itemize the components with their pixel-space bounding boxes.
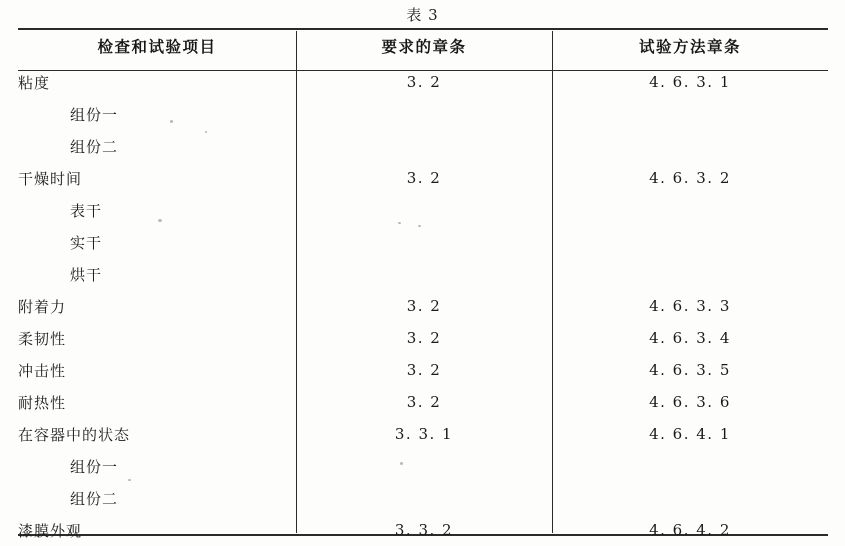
cell-test-method: [552, 258, 828, 290]
cell-test-method: [552, 482, 828, 514]
table-row: [18, 354, 828, 386]
cell-requirement: [296, 194, 552, 226]
cell-item: 附着力: [18, 297, 67, 316]
table-row: [18, 226, 828, 258]
specification-table: [18, 28, 828, 546]
cell-requirement: 3. 2: [406, 361, 442, 379]
cell-requirement: [296, 258, 552, 290]
cell-test-method: 4. 6. 3. 5: [649, 361, 731, 379]
cell-item: 耐热性: [18, 393, 67, 412]
cell-item: 组份二: [70, 489, 119, 508]
cell-item: 组份一: [70, 105, 119, 124]
cell-item: 组份二: [70, 137, 119, 156]
cell-test-method: [552, 194, 828, 226]
cell-requirement: [296, 98, 552, 130]
cell-item: 漆膜外观: [18, 521, 83, 540]
cell-test-method: 4. 6. 3. 1: [649, 73, 731, 91]
table-row: [18, 482, 828, 514]
cell-requirement: 3. 2: [406, 393, 442, 411]
cell-requirement: 3. 2: [406, 297, 442, 315]
table-row: [18, 98, 828, 130]
cell-requirement: 3. 3. 2: [394, 521, 454, 539]
cell-item: 实干: [70, 233, 103, 252]
cell-requirement: [296, 450, 552, 482]
cell-test-method: 4. 6. 3. 6: [649, 393, 731, 411]
cell-test-method: [552, 226, 828, 258]
table-row: [18, 258, 828, 290]
table-row: [18, 130, 828, 162]
table-caption: 表 3: [406, 6, 439, 24]
cell-test-method: 4. 6. 3. 4: [649, 329, 731, 347]
cell-test-method: 4. 6. 4. 1: [649, 425, 731, 443]
cell-item: 干燥时间: [18, 169, 83, 188]
column-header-requirement: 要求的章条: [381, 37, 467, 56]
table-row: [18, 162, 828, 194]
cell-item: 烘干: [70, 265, 103, 284]
cell-item: 在容器中的状态: [18, 425, 131, 444]
specification-table-wrap: [18, 28, 828, 546]
column-header-item: 检查和试验项目: [97, 37, 217, 56]
cell-item: 柔韧性: [18, 329, 67, 348]
table-row: [18, 514, 828, 546]
cell-requirement: 3. 2: [406, 329, 442, 347]
table-row: [18, 386, 828, 418]
cell-test-method: 4. 6. 3. 2: [649, 169, 731, 187]
table-row: [18, 322, 828, 354]
cell-test-method: [552, 98, 828, 130]
cell-requirement: [296, 226, 552, 258]
cell-item: 粘度: [18, 73, 51, 92]
cell-test-method: [552, 130, 828, 162]
table-row: [18, 450, 828, 482]
cell-requirement: [296, 130, 552, 162]
table-row: [18, 66, 828, 98]
cell-test-method: [552, 450, 828, 482]
cell-test-method: 4. 6. 4. 2: [649, 521, 731, 539]
cell-item: 冲击性: [18, 361, 67, 380]
cell-requirement: 3. 2: [406, 169, 442, 187]
table-row: [18, 194, 828, 226]
table-row: [18, 418, 828, 450]
cell-test-method: 4. 6. 3. 3: [649, 297, 731, 315]
column-header-test-method: 试验方法章条: [638, 37, 741, 56]
cell-requirement: [296, 482, 552, 514]
table-row: [18, 290, 828, 322]
cell-requirement: 3. 3. 1: [394, 425, 454, 443]
table-body: [18, 66, 828, 546]
cell-item: 组份一: [70, 457, 119, 476]
cell-requirement: 3. 2: [406, 73, 442, 91]
table-header-row: [18, 28, 828, 66]
cell-item: 表干: [70, 201, 103, 220]
